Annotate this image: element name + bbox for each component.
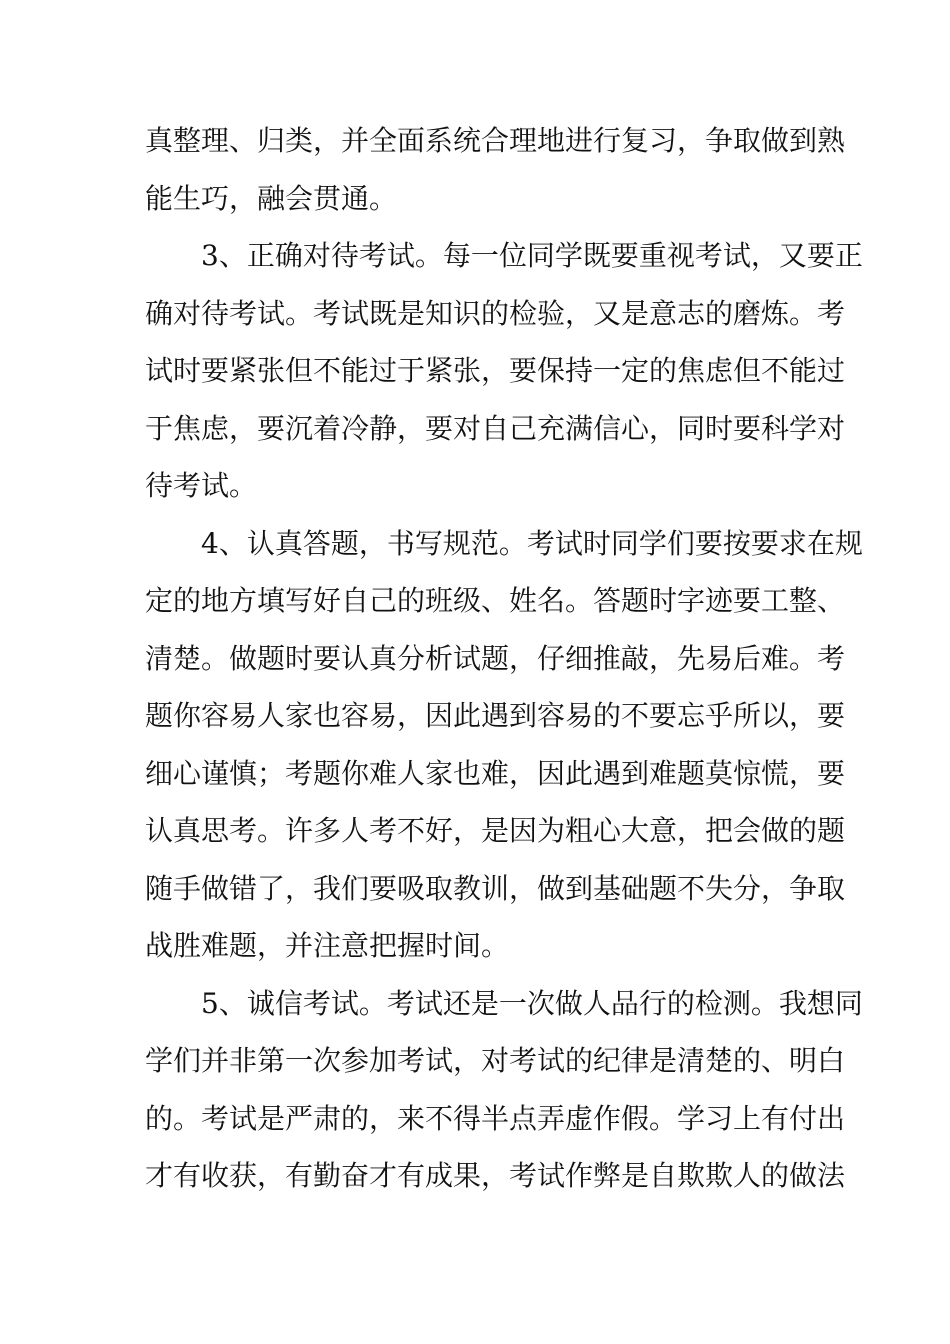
text-line: 战胜难题，并注意把握时间。 — [145, 929, 510, 962]
paragraph-continuation — [145, 112, 846, 227]
text-line: 4、认真答题，书写规范。考试时同学们要按要求在规 — [201, 526, 863, 560]
text-line: 随手做错了，我们要吸取教训，做到基础题不失分，争取 — [145, 871, 846, 905]
text-line: 学们并非第一次参加考试，对考试的纪律是清楚的、明白 — [145, 1044, 846, 1077]
text-line: 细心谨慎；考题你难人家也难，因此遇到难题莫惊慌，要 — [145, 756, 846, 790]
text-line: 待考试。 — [145, 469, 258, 502]
paragraph-item-4 — [145, 515, 863, 975]
text-line: 真整理、归类，并全面系统合理地进行复习，争取做到熟 — [145, 124, 846, 157]
text-line: 试时要紧张但不能过于紧张，要保持一定的焦虑但不能过 — [145, 354, 846, 387]
text-line: 的。考试是严肃的，来不得半点弄虚作假。学习上有付出 — [145, 1101, 846, 1135]
text-line: 定的地方填写好自己的班级、姓名。答题时字迹要工整、 — [145, 584, 846, 617]
paragraph-item-3 — [145, 227, 863, 515]
text-line: 才有收获，有勤奋才有成果，考试作弊是自欺欺人的做法 — [145, 1159, 846, 1192]
text-line: 5、诚信考试。考试还是一次做人品行的检测。我想同 — [201, 986, 863, 1020]
text-line: 确对待考试。考试既是知识的检验，又是意志的磨炼。考 — [145, 296, 846, 330]
text-line: 认真思考。许多人考不好，是因为粗心大意，把会做的题 — [145, 814, 846, 847]
text-line: 于焦虑，要沉着冷静，要对自己充满信心，同时要科学对 — [145, 411, 846, 445]
text-line: 能生巧，融会贯通。 — [145, 181, 398, 215]
text-line: 清楚。做题时要认真分析试题，仔细推敲，先易后难。考 — [145, 641, 846, 675]
text-line: 题你容易人家也容易，因此遇到容易的不要忘乎所以，要 — [145, 699, 846, 732]
document-body — [145, 112, 863, 1205]
paragraph-item-5 — [145, 975, 863, 1205]
text-line: 3、正确对待考试。每一位同学既要重视考试，又要正 — [201, 239, 863, 272]
